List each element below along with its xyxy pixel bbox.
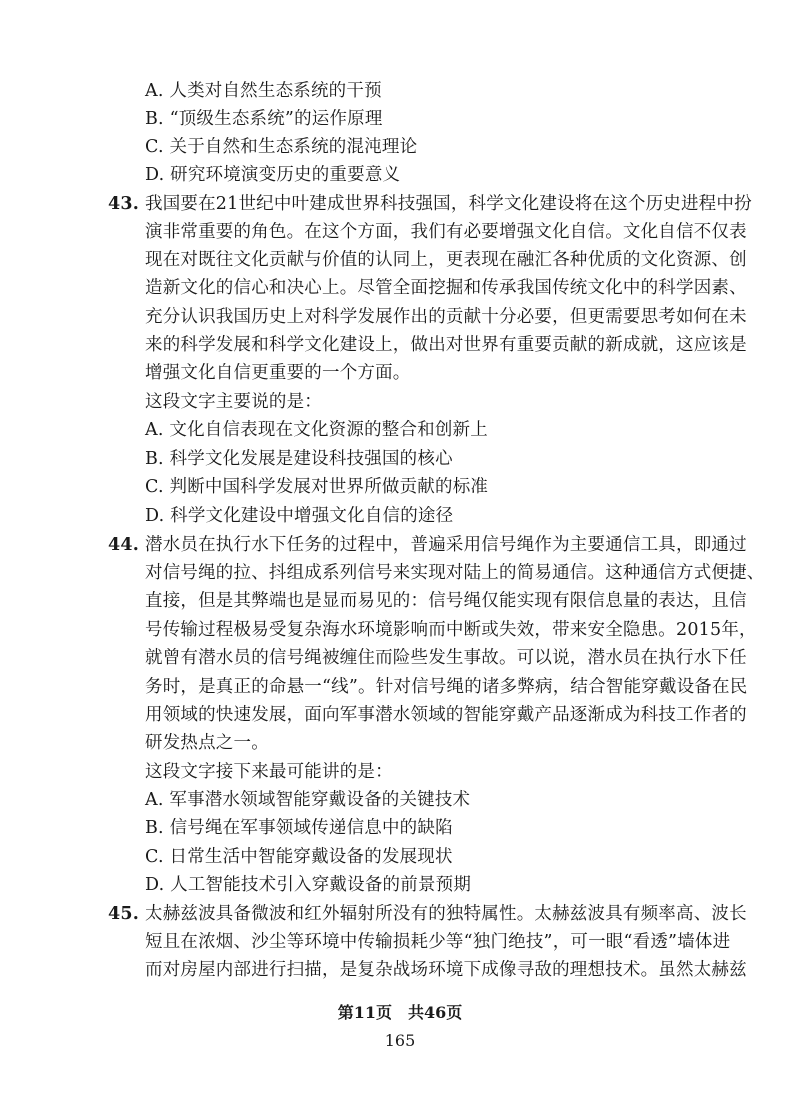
- page-number: 165: [384, 1031, 416, 1050]
- q43-option-a: A. 文化自信表现在文化资源的整合和创新上: [145, 420, 488, 440]
- q43-option-d: D. 科学文化建设中增强文化自信的途径: [145, 506, 454, 526]
- q43-text-line-7: 增强文化自信更重要的一个方面。: [145, 363, 411, 383]
- q44-option-c: C. 日常生活中智能穿戴设备的发展现状: [145, 847, 453, 867]
- q44-text-line-1: 潜水员在执行水下任务的过程中，普遍采用信号绳作为主要通信工具，即通过: [145, 535, 747, 555]
- q43-text-line-6: 来的科学发展和科学文化建设上，做出对世界有重要贡献的新成就，这应该是: [145, 335, 747, 355]
- q43-text-line-3: 现在对既往文化贡献与价值的认同上，更表现在融汇各种优质的文化资源、创: [145, 250, 747, 270]
- q44-text-line-2: 对信号绳的拉、抖组成系列信号来实现对陆上的简易通信。这种通信方式便捷、: [145, 563, 765, 583]
- page-footer-label: 第11页 共46页: [337, 1003, 463, 1022]
- q44-option-b: B. 信号绳在军事领域传递信息中的缺陷: [145, 818, 453, 838]
- q43-prompt: 这段文字主要说的是：: [145, 392, 322, 412]
- q44-text-line-7: 用领域的快速发展，面向军事潜水领域的智能穿戴产品逐渐成为科技工作者的: [145, 705, 747, 725]
- q42-option-b: B. “顶级生态系统”的运作原理: [145, 109, 383, 129]
- q43-number: 43.: [108, 194, 140, 214]
- q43-text-line-2: 演非常重要的角色。在这个方面，我们有必要增强文化自信。文化自信不仅表: [145, 222, 747, 242]
- q44-option-a: A. 军事潜水领域智能穿戴设备的关键技术: [145, 790, 471, 810]
- q44-number: 44.: [108, 535, 140, 555]
- q43-text-line-1: 我国要在21世纪中叶建成世界科技强国，科学文化建设将在这个历史进程中扮: [145, 194, 752, 214]
- q44-prompt: 这段文字接下来最可能讲的是：: [145, 762, 393, 782]
- q44-text-line-6: 务时，是真正的命悬一“线”。针对信号绳的诸多弊病，结合智能穿戴设备在民: [145, 677, 748, 697]
- q45-text-line-1: 太赫兹波具备微波和红外辐射所没有的独特属性。太赫兹波具有频率高、波长: [145, 904, 747, 924]
- q44-text-line-8: 研发热点之一。: [145, 733, 269, 753]
- q43-option-c: C. 判断中国科学发展对世界所做贡献的标准: [145, 477, 489, 497]
- q45-number: 45.: [108, 904, 140, 924]
- q42-option-c: C. 关于自然和生态系统的混沌理论: [145, 137, 418, 157]
- q44-text-line-3: 直接，但是其弊端也是显而易见的：信号绳仅能实现有限信息量的表达，且信: [145, 591, 747, 611]
- q43-option-b: B. 科学文化发展是建设科技强国的核心: [145, 449, 453, 469]
- q43-text-line-4: 造新文化的信心和决心上。尽管全面挖掘和传承我国传统文化中的科学因素、: [145, 278, 747, 298]
- q44-text-line-5: 就曾有潜水员的信号绳被缠住而险些发生事故。可以说，潜水员在执行水下任: [145, 648, 747, 668]
- q44-option-d: D. 人工智能技术引入穿戴设备的前景预期: [145, 875, 472, 895]
- q45-text-line-2: 短且在浓烟、沙尘等环境中传输损耗少等“独门绝技”，可一眼“看透”墙体进: [145, 932, 731, 952]
- q42-option-a: A. 人类对自然生态系统的干预: [145, 81, 382, 101]
- q44-text-line-4: 号传输过程极易受复杂海水环境影响而中断或失效，带来安全隐患。2015年，: [145, 620, 757, 640]
- q43-text-line-5: 充分认识我国历史上对科学发展作出的贡献十分必要，但更需要思考如何在未: [145, 307, 747, 327]
- q42-option-d: D. 研究环境演变历史的重要意义: [145, 165, 401, 185]
- q45-text-line-3: 而对房屋内部进行扫描，是复杂战场环境下成像寻敌的理想技术。虽然太赫兹: [145, 960, 747, 980]
